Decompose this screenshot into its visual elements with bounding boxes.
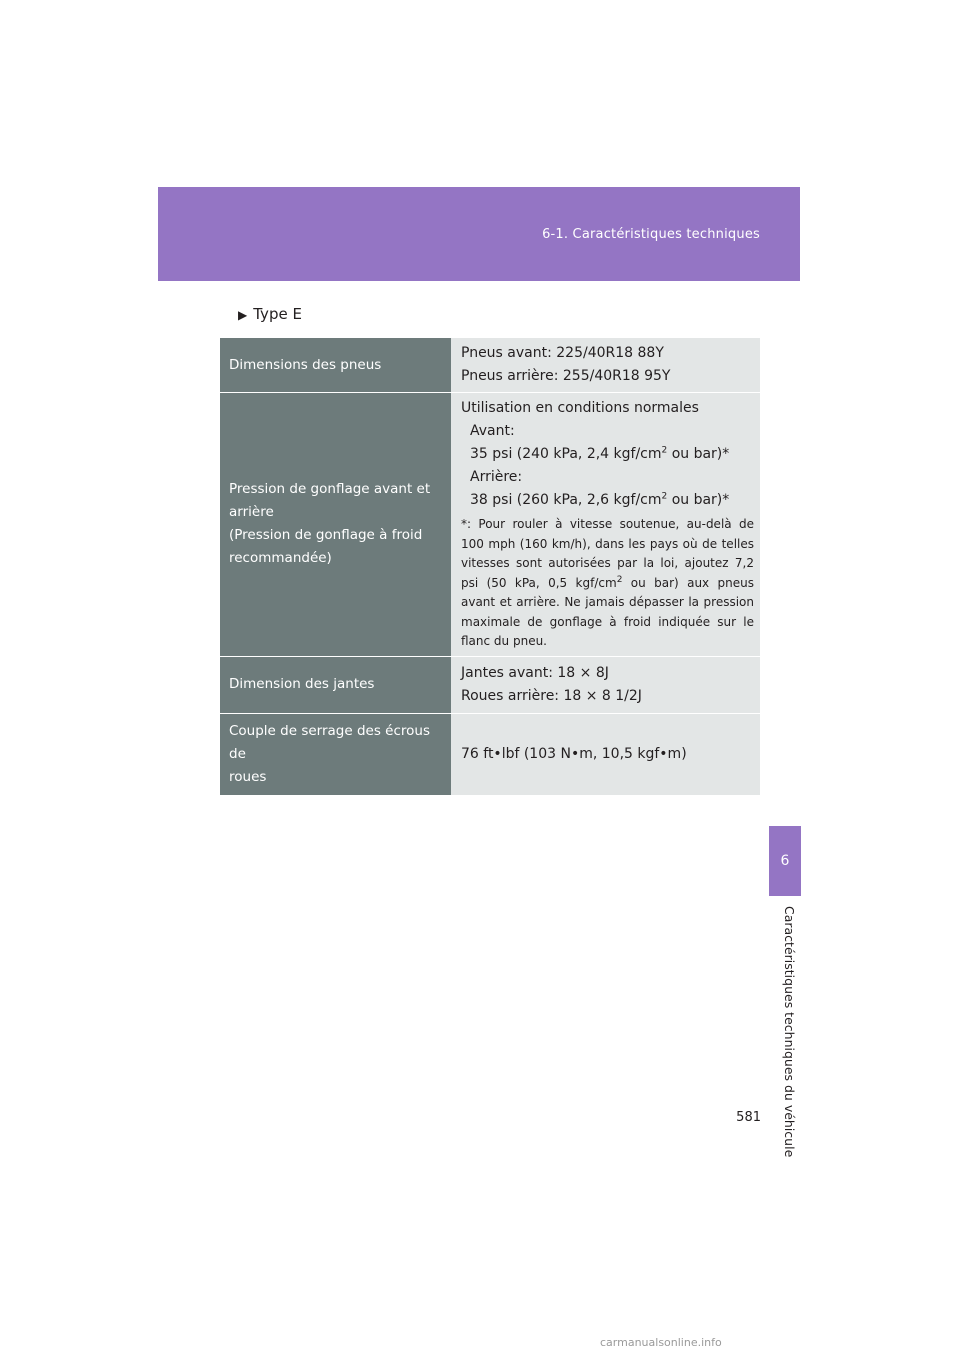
label-line: roues [229, 768, 267, 785]
pressure-heading: Utilisation en conditions normales [461, 400, 699, 416]
superscript: 2 [661, 491, 668, 502]
label-line: (Pression de gonflage à froid [229, 527, 423, 544]
table-row [220, 393, 760, 657]
rear-label: Arrière: [470, 469, 523, 485]
rear-wheel-size: Roues arrière: 18 × 8 1/2J [461, 687, 642, 704]
front-wheel-size: Jantes avant: 18 × 8J [461, 664, 609, 681]
watermark: carmanualsonline.info [600, 1336, 722, 1349]
superscript: 2 [616, 574, 623, 585]
front-pressure-suffix: ou bar)* [667, 446, 730, 462]
triangle-right-icon: ▶ [238, 308, 248, 322]
table-row [220, 656, 760, 713]
rear-pressure-suffix: ou bar)* [667, 492, 730, 508]
label-line: Pression de gonflage avant et [229, 481, 431, 498]
page-number: 581 [736, 1110, 761, 1125]
superscript: 2 [661, 445, 668, 456]
row-value-lug-nut-torque: 76 ft•lbf (103 N•m, 10,5 kgf•m) [451, 713, 760, 795]
table-row [220, 713, 760, 795]
row-label-tire-size: Dimensions des pneus [220, 338, 451, 393]
front-tire-size: Pneus avant: 225/40R18 88Y [461, 345, 664, 361]
label-line: Couple de serrage des écrous de [229, 722, 430, 762]
label-line: arrière [229, 504, 274, 521]
row-value-tire-size [451, 338, 760, 393]
pressure-footnote [461, 515, 756, 652]
front-pressure-text: 35 psi (240 kPa, 2,4 kgf/cm [470, 446, 662, 462]
row-value-pressure [451, 393, 760, 657]
table-row [220, 338, 760, 393]
chapter-side-label: Caractéristiques techniques du véhicule [782, 906, 797, 1158]
footnote-text-end: ou bar) aux pneus avant et arrière. Ne jamais dépasser la pression maximale de gonflage à froid indiquée sur le flanc du pneu. [461, 575, 754, 648]
tire-spec-table [220, 338, 760, 796]
front-label: Avant: [470, 423, 515, 439]
row-label-lug-nut-torque [220, 713, 451, 795]
label-line: recommandée) [229, 550, 332, 567]
section-heading-text: Type E [253, 305, 302, 323]
row-label-wheel-size: Dimension des jantes [220, 656, 451, 713]
rear-tire-size: Pneus arrière: 255/40R18 95Y [461, 368, 671, 384]
row-label-pressure [220, 393, 451, 657]
row-value-wheel-size [451, 656, 760, 713]
chapter-title: 6-1. Caractéristiques techniques [542, 227, 760, 242]
front-pressure [461, 443, 756, 466]
chapter-header-band [158, 187, 800, 281]
section-heading [238, 305, 302, 323]
chapter-tab: 6 [769, 826, 801, 896]
rear-pressure [461, 489, 756, 512]
rear-pressure-text: 38 psi (260 kPa, 2,6 kgf/cm [470, 492, 662, 508]
footnote-text: *: Pour rouler à vitesse soutenue, au-delà de 100 mph (160 km/h), dans les pays où de telles vitesses sont autorisées par la loi, ajoutez 7,2 psi (50 kPa, 0,5 kgf/cm [461, 517, 754, 590]
